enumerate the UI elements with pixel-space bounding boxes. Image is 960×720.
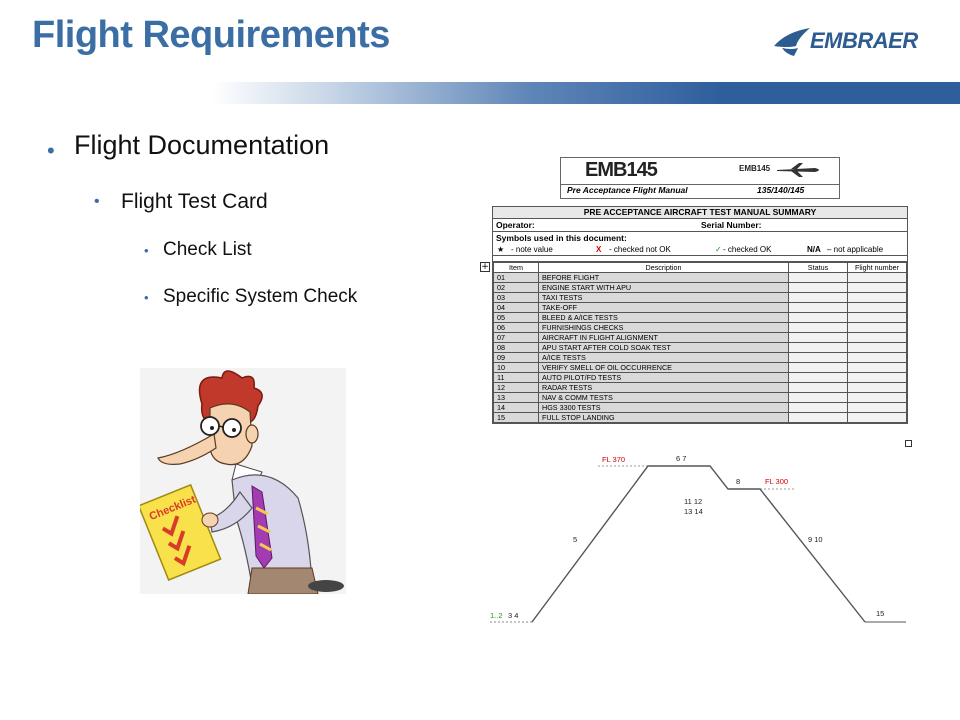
item-number: 13 bbox=[494, 393, 539, 403]
item-number: 12 bbox=[494, 383, 539, 393]
item-flight-number[interactable] bbox=[848, 313, 907, 323]
item-flight-number[interactable] bbox=[848, 383, 907, 393]
item-status[interactable] bbox=[789, 393, 848, 403]
emb145-logo: EMB145 bbox=[585, 159, 657, 181]
item-status[interactable] bbox=[789, 323, 848, 333]
item-status[interactable] bbox=[789, 343, 848, 353]
bullet-flight-documentation: Flight Documentation bbox=[74, 130, 330, 160]
fl370-label: FL 370 bbox=[602, 455, 626, 464]
expand-icon[interactable]: + bbox=[481, 262, 489, 272]
item-description: NAV & COMM TESTS bbox=[539, 393, 789, 403]
item-flight-number[interactable] bbox=[848, 343, 907, 353]
item-number: 11 bbox=[494, 373, 539, 383]
bullet-specific-system-check: Specific System Check bbox=[163, 286, 358, 307]
item-number: 04 bbox=[494, 303, 539, 313]
table-header-row bbox=[494, 263, 907, 273]
emb145-small-logo: EMB145 bbox=[739, 164, 771, 173]
profile-label-9-10: 9 10 bbox=[808, 535, 823, 544]
item-status[interactable] bbox=[789, 313, 848, 323]
na-legend: – not applicable bbox=[827, 245, 884, 254]
profile-label-1-2: 1..2 bbox=[490, 611, 503, 620]
col-status: Status bbox=[789, 263, 848, 273]
airplane-icon bbox=[775, 162, 823, 178]
item-number: 10 bbox=[494, 363, 539, 373]
fl300-label: FL 300 bbox=[765, 477, 789, 486]
profile-label-13-14: 13 14 bbox=[684, 507, 703, 516]
item-description: ENGINE START WITH APU bbox=[539, 283, 789, 293]
col-item: Item bbox=[494, 263, 539, 273]
table-row bbox=[494, 393, 907, 403]
table-row bbox=[494, 283, 907, 293]
manual-models: 135/140/145 bbox=[757, 185, 805, 195]
flight-profile-diagram bbox=[480, 448, 912, 630]
table-row bbox=[494, 383, 907, 393]
item-description: AIRCRAFT IN FLIGHT ALIGNMENT bbox=[539, 333, 789, 343]
symbols-legend bbox=[493, 244, 907, 256]
item-description: BLEED & A/ICE TESTS bbox=[539, 313, 789, 323]
profile-label-8: 8 bbox=[736, 477, 741, 486]
ok-legend: - checked OK bbox=[723, 245, 772, 254]
item-flight-number[interactable] bbox=[848, 363, 907, 373]
item-number: 01 bbox=[494, 273, 539, 283]
page-title: Flight Requirements bbox=[32, 14, 390, 56]
operator-row bbox=[493, 219, 907, 232]
item-number: 03 bbox=[494, 293, 539, 303]
item-flight-number[interactable] bbox=[848, 303, 907, 313]
item-description: FURNISHINGS CHECKS bbox=[539, 323, 789, 333]
item-description: BEFORE FLIGHT bbox=[539, 273, 789, 283]
profile-label-15: 15 bbox=[876, 609, 885, 618]
embraer-logo bbox=[772, 24, 944, 60]
bullet-flight-test-card: Flight Test Card bbox=[121, 190, 268, 213]
item-flight-number[interactable] bbox=[848, 333, 907, 343]
test-manual-summary bbox=[492, 206, 908, 424]
profile-label-5: 5 bbox=[573, 535, 578, 544]
item-number: 06 bbox=[494, 323, 539, 333]
item-flight-number[interactable] bbox=[848, 353, 907, 363]
manual-subtitle: Pre Acceptance Flight Manual bbox=[567, 185, 688, 195]
table-row bbox=[494, 373, 907, 383]
item-status[interactable] bbox=[789, 353, 848, 363]
item-number: 09 bbox=[494, 353, 539, 363]
not-ok-legend: - checked not OK bbox=[609, 245, 671, 254]
star-icon: ★ bbox=[497, 245, 505, 254]
item-flight-number[interactable] bbox=[848, 283, 907, 293]
item-flight-number[interactable] bbox=[848, 273, 907, 283]
item-description: VERIFY SMELL OF OIL OCCURRENCE bbox=[539, 363, 789, 373]
bullet-dot-1: • bbox=[47, 138, 55, 163]
item-description: APU START AFTER COLD SOAK TEST bbox=[539, 343, 789, 353]
item-description: TAXI TESTS bbox=[539, 293, 789, 303]
item-number: 05 bbox=[494, 313, 539, 323]
item-description: RADAR TESTS bbox=[539, 383, 789, 393]
table-row bbox=[494, 343, 907, 353]
symbols-row bbox=[493, 232, 907, 244]
table-row bbox=[494, 333, 907, 343]
item-description: TAKE-OFF bbox=[539, 303, 789, 313]
embraer-wing-icon bbox=[772, 24, 812, 60]
na-legend-label: N/A bbox=[807, 245, 821, 254]
table-row bbox=[494, 403, 907, 413]
note-legend: - note value bbox=[511, 245, 553, 254]
manual-header bbox=[560, 157, 840, 199]
clipboard-checklist-text: Checklist bbox=[147, 493, 198, 524]
item-status[interactable] bbox=[789, 403, 848, 413]
profile-label-6-7: 6 7 bbox=[676, 454, 687, 463]
item-number: 02 bbox=[494, 283, 539, 293]
item-status[interactable] bbox=[789, 413, 848, 423]
header-band bbox=[0, 82, 960, 104]
table-row bbox=[494, 363, 907, 373]
table-row bbox=[494, 273, 907, 283]
resize-handle[interactable] bbox=[905, 440, 912, 447]
x-mark-icon: X bbox=[596, 245, 602, 254]
item-flight-number[interactable] bbox=[848, 323, 907, 333]
check-mark-icon: ✓ bbox=[715, 245, 722, 254]
bullet-dot-2: • bbox=[94, 193, 100, 210]
item-status[interactable] bbox=[789, 283, 848, 293]
item-status[interactable] bbox=[789, 273, 848, 283]
item-status[interactable] bbox=[789, 303, 848, 313]
item-flight-number[interactable] bbox=[848, 413, 907, 423]
profile-label-3-4: 3 4 bbox=[508, 611, 519, 620]
item-status[interactable] bbox=[789, 373, 848, 383]
operator-label: Operator: bbox=[496, 220, 535, 230]
item-number: 14 bbox=[494, 403, 539, 413]
profile-label-11-12: 11 12 bbox=[684, 497, 703, 506]
bullet-check-list: Check List bbox=[163, 239, 252, 260]
item-status[interactable] bbox=[789, 383, 848, 393]
symbols-label: Symbols used in this document: bbox=[496, 233, 627, 243]
item-description: A/ICE TESTS bbox=[539, 353, 789, 363]
summary-title: PRE ACCEPTANCE AIRCRAFT TEST MANUAL SUMMARY bbox=[493, 207, 907, 219]
item-flight-number[interactable] bbox=[848, 293, 907, 303]
flight-profile-path bbox=[532, 466, 865, 622]
bullet-dot-3: • bbox=[144, 243, 149, 258]
logo-text: EMBRAER bbox=[810, 28, 918, 53]
item-status[interactable] bbox=[789, 363, 848, 373]
item-flight-number[interactable] bbox=[848, 403, 907, 413]
item-description: FULL STOP LANDING bbox=[539, 413, 789, 423]
item-flight-number[interactable] bbox=[848, 373, 907, 383]
item-description: HGS 3300 TESTS bbox=[539, 403, 789, 413]
serial-label: Serial Number: bbox=[701, 220, 762, 230]
item-description: AUTO PILOT/FD TESTS bbox=[539, 373, 789, 383]
test-items-table bbox=[493, 262, 907, 423]
item-number: 08 bbox=[494, 343, 539, 353]
item-status[interactable] bbox=[789, 293, 848, 303]
col-flight-number: Flight number bbox=[848, 263, 907, 273]
col-description: Description bbox=[539, 263, 789, 273]
item-status[interactable] bbox=[789, 333, 848, 343]
item-number: 15 bbox=[494, 413, 539, 423]
table-row bbox=[494, 413, 907, 423]
checklist-man-illustration bbox=[140, 368, 346, 594]
bullet-dot-4: • bbox=[144, 290, 149, 305]
item-flight-number[interactable] bbox=[848, 393, 907, 403]
table-row bbox=[494, 293, 907, 303]
table-row bbox=[494, 353, 907, 363]
table-row bbox=[494, 303, 907, 313]
table-row bbox=[494, 313, 907, 323]
item-number: 07 bbox=[494, 333, 539, 343]
table-row bbox=[494, 323, 907, 333]
